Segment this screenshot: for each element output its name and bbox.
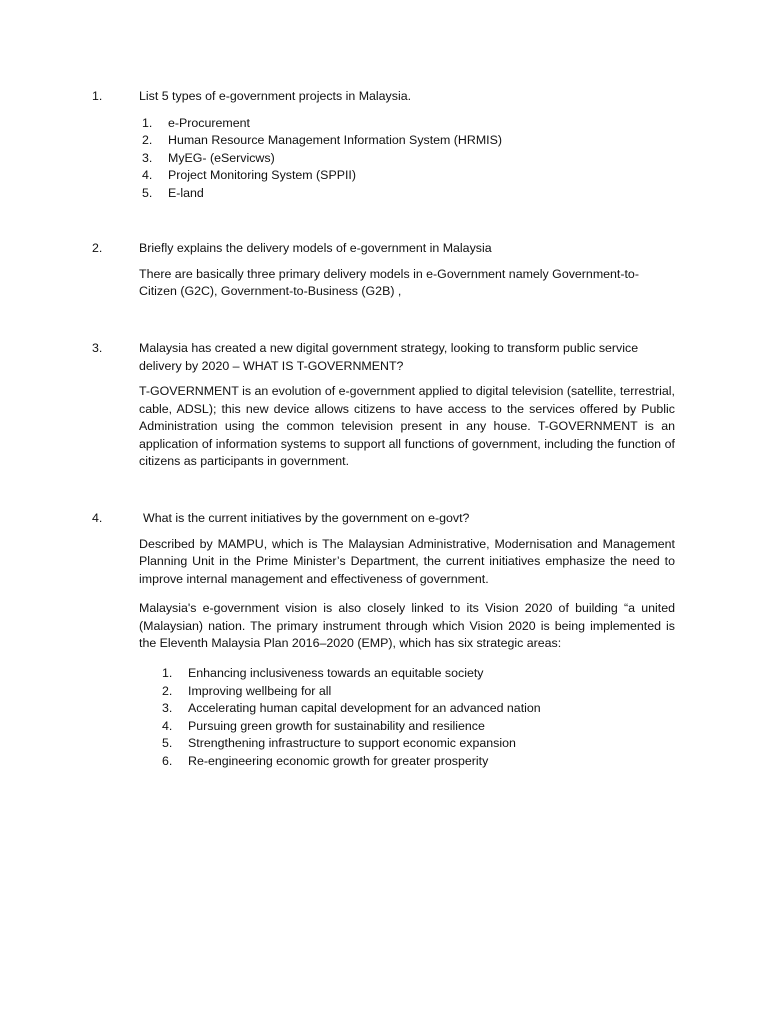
list-item-number: 4. bbox=[162, 718, 173, 733]
list-item-number: 6. bbox=[162, 753, 173, 768]
answer-paragraph: Described by MAMPU, which is The Malaysian Administrative, Modernisation and Management Planning Unit in the Prime Minister’s Department, the current initiatives emphasize the need to improve internal management and effectiveness of government. bbox=[139, 536, 675, 586]
question-4-heading bbox=[92, 510, 675, 528]
list-item-number: 2. bbox=[162, 683, 173, 698]
question-1 bbox=[92, 88, 675, 202]
list-item-text: Pursuing green growth for sustainability and resilience bbox=[188, 718, 485, 733]
question-text: What is the current initiatives by the government on e-govt? bbox=[143, 511, 470, 525]
answer-paragraph: T-GOVERNMENT is an evolution of e-government applied to digital television (satellite, terrestrial, cable, ADSL); this new device allows citizens to have access to the services offered by Public Administration using the common television present in any house. T-GOVERNMENT is an application of information systems to support all functions of government, including the function of citizens as participants in government. bbox=[139, 384, 675, 468]
question-number: 4. bbox=[92, 511, 103, 525]
list-item bbox=[162, 735, 675, 753]
question-number: 1. bbox=[92, 89, 103, 103]
question-text: Malaysia has created a new digital government strategy, looking to transform public service delivery by 2020 – WHAT IS T-GOVERNMENT? bbox=[139, 341, 639, 373]
question-4 bbox=[92, 510, 675, 770]
question-1-heading bbox=[92, 88, 675, 106]
list-item-text: Project Monitoring System (SPPII) bbox=[168, 168, 356, 182]
answer-paragraph: There are basically three primary delivery models in e-Government namely Government-to-Citizen (G2C), Government-to-Business (G2B) , bbox=[139, 266, 639, 298]
answer-paragraph: Malaysia's e-government vision is also closely linked to its Vision 2020 of building “a united (Malaysian) nation. The primary instrument through which Vision 2020 is being implemented is the Eleventh Malaysia Plan 2016–2020 (EMP), which has six strategic areas: bbox=[139, 601, 675, 651]
question-text: List 5 types of e-government projects in Malaysia. bbox=[139, 89, 412, 103]
question-number: 3. bbox=[92, 341, 103, 355]
list-item-text: Accelerating human capital development for an advanced nation bbox=[188, 701, 541, 716]
list-item-text: Strengthening infrastructure to support economic expansion bbox=[188, 736, 516, 751]
question-2-heading bbox=[92, 240, 675, 258]
question-3 bbox=[92, 340, 675, 483]
list-item bbox=[162, 753, 675, 771]
list-item-text: Improving wellbeing for all bbox=[188, 683, 332, 698]
question-2 bbox=[92, 240, 675, 313]
list-item bbox=[162, 700, 675, 718]
question-text: Briefly explains the delivery models of e-government in Malaysia bbox=[139, 241, 492, 255]
question-3-heading bbox=[92, 340, 675, 375]
list-item bbox=[162, 683, 675, 701]
list-item-number: 4. bbox=[142, 168, 153, 182]
list-item-text: MyEG- (eServicws) bbox=[168, 150, 275, 165]
list-item-text: Human Resource Management Information System (HRMIS) bbox=[168, 133, 502, 147]
egov-projects-list bbox=[142, 115, 675, 203]
list-item-text: E-land bbox=[168, 185, 204, 200]
list-item-number: 3. bbox=[142, 150, 153, 165]
strategic-areas-list bbox=[162, 665, 675, 770]
list-item bbox=[142, 167, 675, 185]
list-item bbox=[142, 115, 675, 133]
list-item-text: Enhancing inclusiveness towards an equitable society bbox=[188, 666, 484, 681]
list-item-number: 2. bbox=[142, 133, 153, 147]
list-item bbox=[162, 665, 675, 683]
list-item-number: 1. bbox=[162, 666, 173, 681]
list-item-number: 5. bbox=[162, 736, 173, 751]
list-item-number: 1. bbox=[142, 115, 153, 130]
list-item bbox=[142, 150, 675, 168]
list-item-number: 5. bbox=[142, 185, 153, 200]
question-number: 2. bbox=[92, 241, 103, 255]
list-item bbox=[162, 718, 675, 736]
list-item bbox=[142, 132, 675, 150]
list-item-number: 3. bbox=[162, 701, 173, 716]
list-item-text: e-Procurement bbox=[168, 115, 250, 130]
list-item-text: Re-engineering economic growth for greater prosperity bbox=[188, 753, 489, 768]
list-item bbox=[142, 185, 675, 203]
